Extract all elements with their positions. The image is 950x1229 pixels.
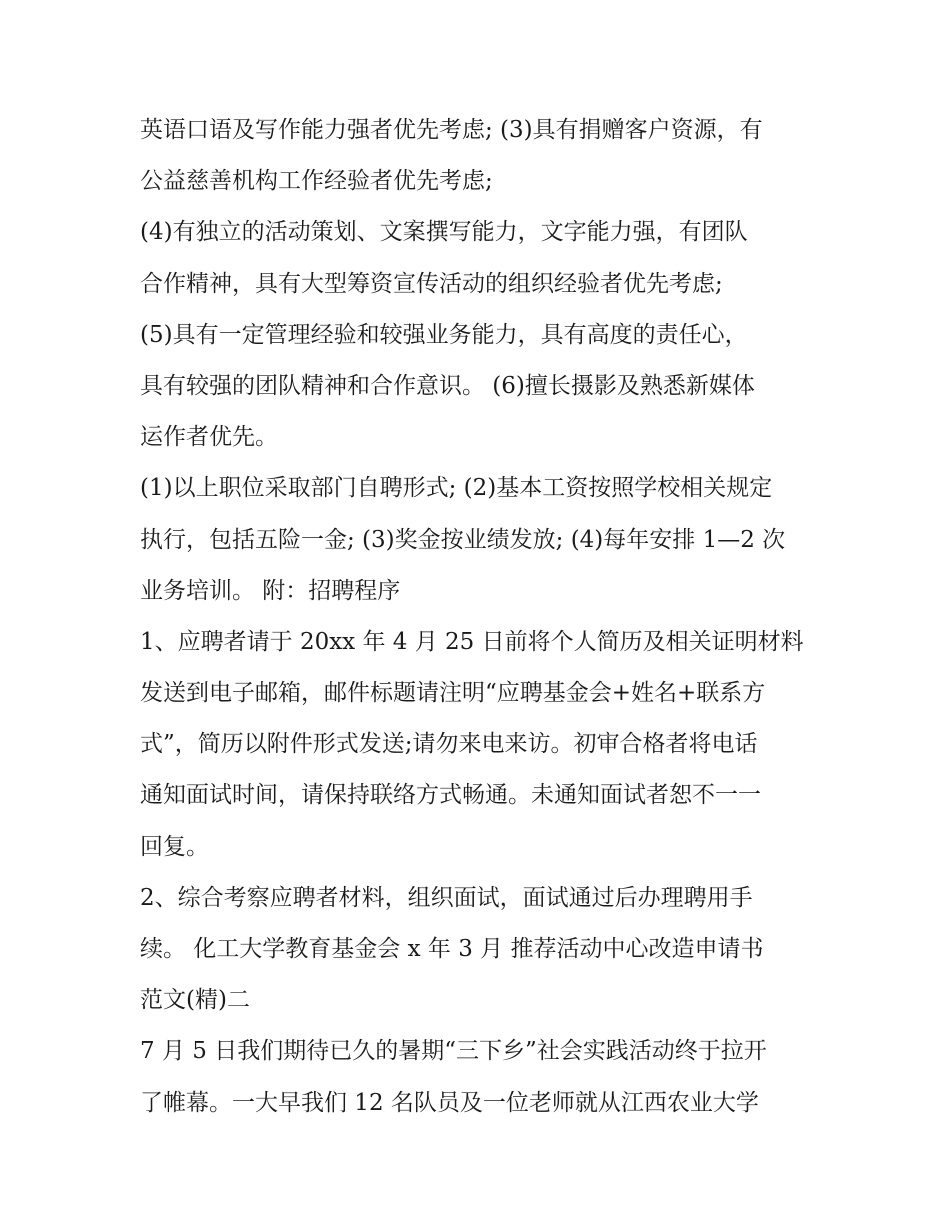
text-line: 发送到电子邮箱，邮件标题请注明“应聘基金会+姓名+联系方 [140, 680, 766, 707]
document-body [140, 105, 830, 1129]
text-line: (4)有独立的活动策划、文案撰写能力，文字能力强，有团队 [140, 219, 748, 246]
text-line: 具有较强的团队精神和合作意识。 (6)擅长摄影及熟悉新媒体 [140, 372, 755, 399]
text-line: 7 月 5 日我们期待已久的暑期“三下乡”社会实践活动终于拉开 [140, 1038, 767, 1065]
text-line: 业务培训。 附：招聘程序 [140, 577, 401, 604]
text-line: 公益慈善机构工作经验者优先考虑; [140, 168, 493, 195]
text-line: 回复。 [140, 833, 209, 860]
text-line: 2、综合考察应聘者材料，组织面试，面试通过后办理聘用手 [140, 884, 753, 911]
text-line: 续。 化工大学教育基金会 x 年 3 月 推荐活动中心改造申请书 [140, 936, 764, 962]
text-line: 1、应聘者请于 20xx 年 4 月 25 日前将个人简历及相关证明材料 [140, 628, 804, 655]
text-line: 范文(精)二 [140, 987, 250, 1014]
text-line: 运作者优先。 [140, 424, 278, 451]
text-line: 式”，简历以附件形式发送;请勿来电来访。初审合格者将电话 [140, 731, 758, 758]
text-line: 通知面试时间，请保持联络方式畅通。未通知面试者恕不一一 [140, 782, 761, 809]
text-line: 英语口语及写作能力强者优先考虑; (3)具有捐赠客户资源，有 [140, 117, 763, 143]
text-line: (1)以上职位采取部门自聘形式; (2)基本工资按照学校相关规定 [140, 475, 773, 502]
text-line: (5)具有一定管理经验和较强业务能力，具有高度的责任心， [140, 321, 748, 348]
text-line: 合作精神，具有大型筹资宣传活动的组织经验者优先考虑; [140, 270, 723, 297]
text-line: 执行，包括五险一金; (3)奖金按业绩发放; (4)每年安排 1—2 次 [140, 526, 786, 553]
text-line: 了帷幕。一大早我们 12 名队员及一位老师就从江西农业大学 [140, 1089, 759, 1116]
